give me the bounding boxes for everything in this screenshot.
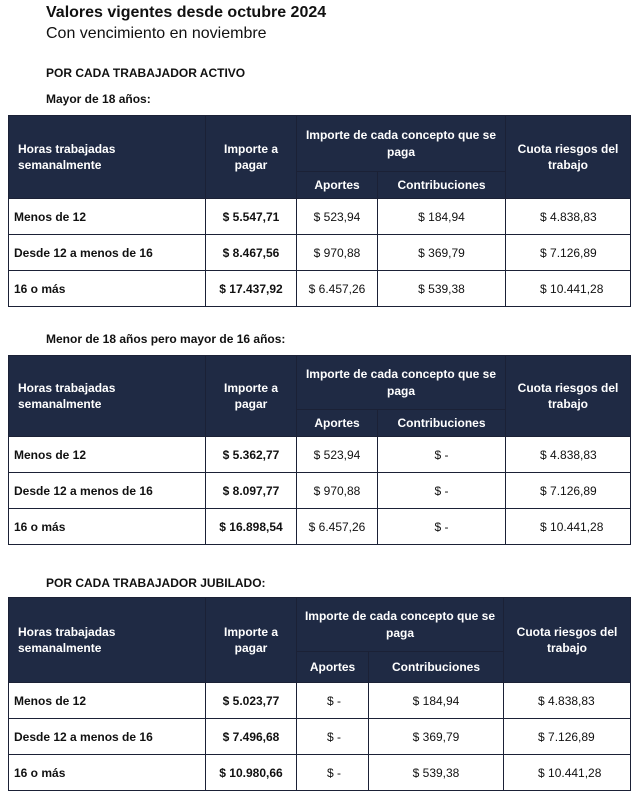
header-horas: Horas trabajadas semanalmente (9, 116, 206, 199)
cell-aportes: $ 523,94 (297, 437, 378, 473)
cell-contribuciones: $ 369,79 (369, 719, 504, 755)
cell-importe: $ 8.097,77 (206, 473, 297, 509)
table-row (9, 235, 631, 271)
cell-contribuciones: $ - (378, 473, 506, 509)
header-cuota: Cuota riesgos del trabajo (506, 116, 631, 199)
cell-contribuciones: $ - (378, 437, 506, 473)
table-row (9, 473, 631, 509)
cell-horas: 16 o más (9, 509, 206, 545)
caption-mayor-18: Mayor de 18 años: (46, 92, 151, 106)
cell-aportes: $ 6.457,26 (297, 509, 378, 545)
cell-cuota: $ 4.838,83 (506, 199, 631, 235)
header-cuota: Cuota riesgos del trabajo (504, 598, 631, 683)
header-importe: Importe a pagar (206, 116, 297, 199)
cell-contribuciones: $ 539,38 (378, 271, 506, 307)
document-subtitle: Con vencimiento en noviembre (46, 25, 267, 42)
cell-aportes: $ - (297, 755, 369, 791)
header-contribuciones: Contribuciones (369, 652, 504, 683)
cell-cuota: $ 4.838,83 (506, 437, 631, 473)
header-importe: Importe a pagar (206, 598, 297, 683)
cell-contribuciones: $ - (378, 509, 506, 545)
header-contribuciones: Contribuciones (378, 410, 506, 437)
cell-importe: $ 8.467,56 (206, 235, 297, 271)
cell-aportes: $ - (297, 719, 369, 755)
table-row (9, 755, 631, 791)
cell-aportes: $ 6.457,26 (297, 271, 378, 307)
table-row (9, 199, 631, 235)
cell-aportes: $ 970,88 (297, 473, 378, 509)
cell-importe: $ 16.898,54 (206, 509, 297, 545)
cell-horas: Desde 12 a menos de 16 (9, 235, 206, 271)
table-row (9, 683, 631, 719)
cell-cuota: $ 7.126,89 (504, 719, 631, 755)
table-row (9, 719, 631, 755)
cell-importe: $ 5.547,71 (206, 199, 297, 235)
cell-cuota: $ 7.126,89 (506, 473, 631, 509)
cell-contribuciones: $ 184,94 (378, 199, 506, 235)
cell-importe: $ 7.496,68 (206, 719, 297, 755)
cell-horas: Desde 12 a menos de 16 (9, 719, 206, 755)
header-aportes: Aportes (297, 410, 378, 437)
document-title: Valores vigentes desde octubre 2024 (46, 4, 327, 21)
header-contribuciones: Contribuciones (378, 172, 506, 199)
header-concepto: Importe de cada concepto que se paga (297, 116, 506, 172)
table-row (9, 271, 631, 307)
table-activo-mayor-18 (8, 115, 630, 307)
cell-importe: $ 5.023,77 (206, 683, 297, 719)
cell-contribuciones: $ 184,94 (369, 683, 504, 719)
header-importe: Importe a pagar (206, 356, 297, 437)
header-horas: Horas trabajadas semanalmente (9, 356, 206, 437)
cell-horas: 16 o más (9, 271, 206, 307)
cell-horas: Menos de 12 (9, 199, 206, 235)
cell-horas: 16 o más (9, 755, 206, 791)
cell-cuota: $ 10.441,28 (504, 755, 631, 791)
header-horas: Horas trabajadas semanalmente (9, 598, 206, 683)
cell-horas: Desde 12 a menos de 16 (9, 473, 206, 509)
cell-aportes: $ 970,88 (297, 235, 378, 271)
cell-aportes: $ 523,94 (297, 199, 378, 235)
table-jubilado (8, 597, 630, 791)
cell-horas: Menos de 12 (9, 437, 206, 473)
header-aportes: Aportes (297, 652, 369, 683)
cell-contribuciones: $ 539,38 (369, 755, 504, 791)
header-cuota: Cuota riesgos del trabajo (506, 356, 631, 437)
cell-importe: $ 10.980,66 (206, 755, 297, 791)
cell-horas: Menos de 12 (9, 683, 206, 719)
table-row (9, 437, 631, 473)
header-concepto: Importe de cada concepto que se paga (297, 598, 504, 652)
table-activo-menor-18 (8, 355, 630, 545)
cell-importe: $ 17.437,92 (206, 271, 297, 307)
cell-cuota: $ 4.838,83 (504, 683, 631, 719)
section-heading-activo: POR CADA TRABAJADOR ACTIVO (46, 66, 246, 80)
header-aportes: Aportes (297, 172, 378, 199)
cell-importe: $ 5.362,77 (206, 437, 297, 473)
cell-cuota: $ 10.441,28 (506, 509, 631, 545)
cell-contribuciones: $ 369,79 (378, 235, 506, 271)
cell-aportes: $ - (297, 683, 369, 719)
cell-cuota: $ 7.126,89 (506, 235, 631, 271)
section-heading-jubilado: POR CADA TRABAJADOR JUBILADO: (46, 576, 266, 590)
cell-cuota: $ 10.441,28 (506, 271, 631, 307)
table-row (9, 509, 631, 545)
header-concepto: Importe de cada concepto que se paga (297, 356, 506, 410)
caption-menor-18: Menor de 18 años pero mayor de 16 años: (46, 332, 286, 346)
